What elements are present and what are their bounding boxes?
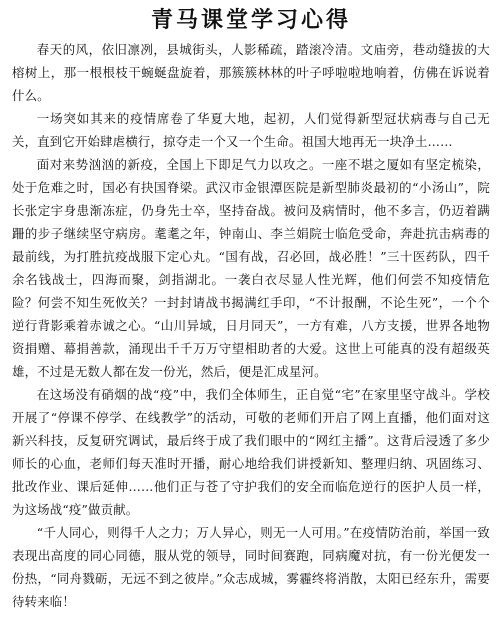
document-body: [12, 38, 490, 613]
paragraph: “千人同心，则得千人之力；万人异心，则无一人可用。”在疫情防治前，举国一致表现出高度的同心同德，服从党的领导，同时间赛跑，同病魔对抗，有一份光便发一份热，“同舟戮砺，无远不到之彼岸。”众志成城，雾霾终将消散，太阳已经东升，需要待转来临！: [12, 525, 490, 609]
paragraph: 在这场没有硝烟的战“疫”中，我们全体师生，正自觉“宅”在家里坚守战斗。学校开展了“停课不停学、在线教学”的活动，可敬的老师们开启了网上直播，他们面对这新兴科技，反复研究调试，最后终于成了我们眼中的“网红主播”。这背后浸透了多少师长的心血，老师们每天准时开播，耐心地给我们讲授新知、整理归纳、巩固练习、批改作业、课后延伸……他们正与苍了守护我们的安全而临危逆行的医护人员一样，为这场战“疫”做贡献。: [12, 387, 490, 517]
paragraph: 一场突如其来的疫情席卷了华夏大地，起初，人们觉得新型冠状病毒与自己无关，直到它开始肆虐横行，掠夺走一个又一个生命。祖国大地再无一块净土……: [12, 111, 490, 149]
document-title: 青马课堂学习心得: [150, 8, 351, 33]
paragraph: 面对来势汹汹的新疫，全国上下即足气力以攻之。一座不堪之厦如有坚定梳染，处于危难之时，国必有抉国脊梁。武汉市金银潭医院是新型肺炎最初的“小汤山”，院长张定宇身患渐冻症，仍身先士卒，坚持奋战。被问及病情时，他不多言，仍迈着蹒跚的步子继续坚守病房。耄耄之年，钟南山、李兰娟院士临危受命，奔赴抗击病毒的最前线，为打胜抗疫战服下定心丸。“国有战，召必回，战必胜！”三十医药队，四千余名钱战士，四海而聚，剑指湖北。一袭白衣尽显人性光辉，他们何尝不知疫情危险？何尝不知生死攸关？一封封请战书揭满红手印，“不计报酬，不论生死”，一个个逆行背影乘着赤诚之心。“山川异域，日月同天”，一方有难，八方支援，世界各地物资捐赠、幕捐善款，涌现出千千万万守望相助者的大爱。这世上可能真的没有超级英雄，不过是无数人都在发一份光，然后，便是汇成星河。: [12, 157, 490, 379]
paragraph: 春天的风，依旧凛冽，县城街头，人影稀疏，踏滚冷清。文庙旁，巷动缝拔的大榕树上，那一根根枝干蜿蜒盘旋着，那簇簇林林的叶子呼啦啦地响着，仿佛在诉说着什么。: [12, 42, 490, 103]
